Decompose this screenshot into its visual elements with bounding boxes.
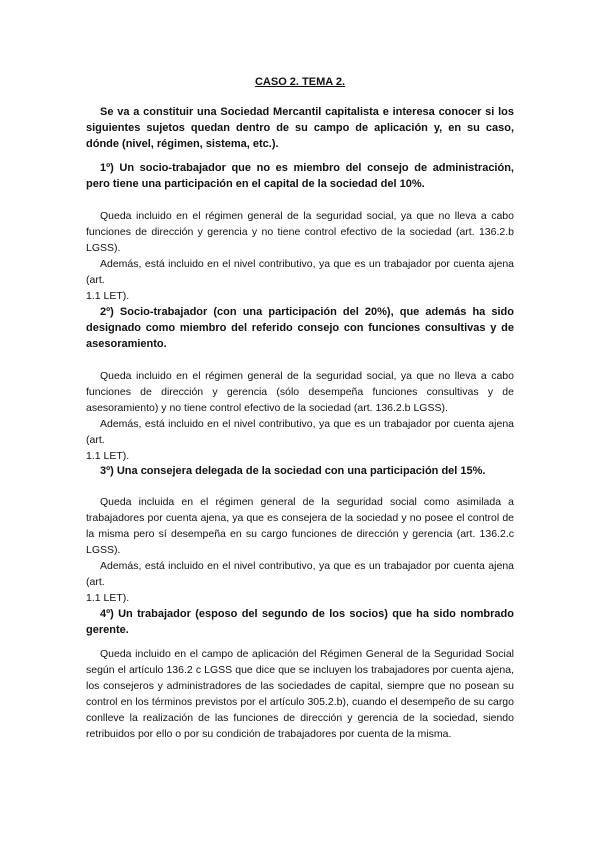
answer-3-paragraph-2: Además, está incluido en el nivel contributivo, ya que es un trabajador por cuenta ajena (art.	[86, 560, 514, 588]
answer-2-paragraph-1: Queda incluido en el régimen general de la seguridad social, ya que no lleva a cabo funciones de dirección y gerencia (sólo desempeña funciones consultivas y de asesoramiento) y no tiene control efectivo de la sociedad (art. 136.2.b LGSS).	[86, 370, 514, 414]
answer-2-paragraph-3: 1.1 LET).	[86, 450, 130, 462]
answer-3	[86, 494, 514, 606]
question-4-heading: 4º) Un trabajador (esposo del segundo de los socios) que ha sido nombrado gerente.	[86, 608, 514, 636]
answer-1-paragraph-3: 1.1 LET).	[86, 290, 130, 302]
answer-1	[86, 208, 514, 304]
answer-4-paragraph-1: Queda incluido en el campo de aplicación del Régimen General de la Seguridad Social según el artículo 136.2 c LGSS que dice que se incluyen los trabajadores por cuenta ajena, los consejeros y administradores de las sociedades de capital, siempre que no posean su control en los términos previstos por el artículo 305.2.b), cuando el desempeño de su cargo conlleve la realización de las funciones de dirección y gerencia de la sociedad, siendo retribuidos por ello o por su condición de trabajadores por cuenta de la misma.	[86, 648, 514, 740]
question-1-heading: 1º) Un socio-trabajador que no es miembro del consejo de administración, pero tiene una participación en el capital de la sociedad del 10%.	[86, 162, 514, 190]
answer-3-paragraph-3: 1.1 LET).	[86, 592, 130, 604]
answer-3-paragraph-1: Queda incluida en el régimen general de la seguridad social como asimilada a trabajadores por cuenta ajena, ya que es consejera de la sociedad y no posee el control de la misma pero sí desempeña en su cargo funciones de dirección y gerencia (art. 136.2.c LGSS).	[86, 496, 514, 556]
answer-1-paragraph-1: Queda incluido en el régimen general de la seguridad social, ya que no lleva a cabo funciones de dirección y gerencia y no tiene control efectivo de la sociedad (art. 136.2.b LGSS).	[86, 210, 514, 254]
answer-2	[86, 368, 514, 464]
question-3-heading: 3º) Una consejera delegada de la sociedad con una participación del 15%.	[100, 465, 486, 477]
answer-1-paragraph-2: Además, está incluido en el nivel contributivo, ya que es un trabajador por cuenta ajena (art.	[86, 258, 514, 286]
intro-paragraph: Se va a constituir una Sociedad Mercantil capitalista e interesa conocer si los siguientes sujetos quedan dentro de su campo de aplicación y, en su caso, dónde (nivel, régimen, sistema, etc.).	[86, 106, 514, 150]
question-2-heading: 2º) Socio-trabajador (con una participación del 20%), que además ha sido designado como miembro del referido consejo con funciones consultivas y de asesoramiento.	[86, 306, 514, 350]
answer-4	[86, 646, 514, 742]
answer-2-paragraph-2: Además, está incluido en el nivel contributivo, ya que es un trabajador por cuenta ajena (art.	[86, 418, 514, 446]
document-title: CASO 2. TEMA 2.	[254, 76, 346, 88]
